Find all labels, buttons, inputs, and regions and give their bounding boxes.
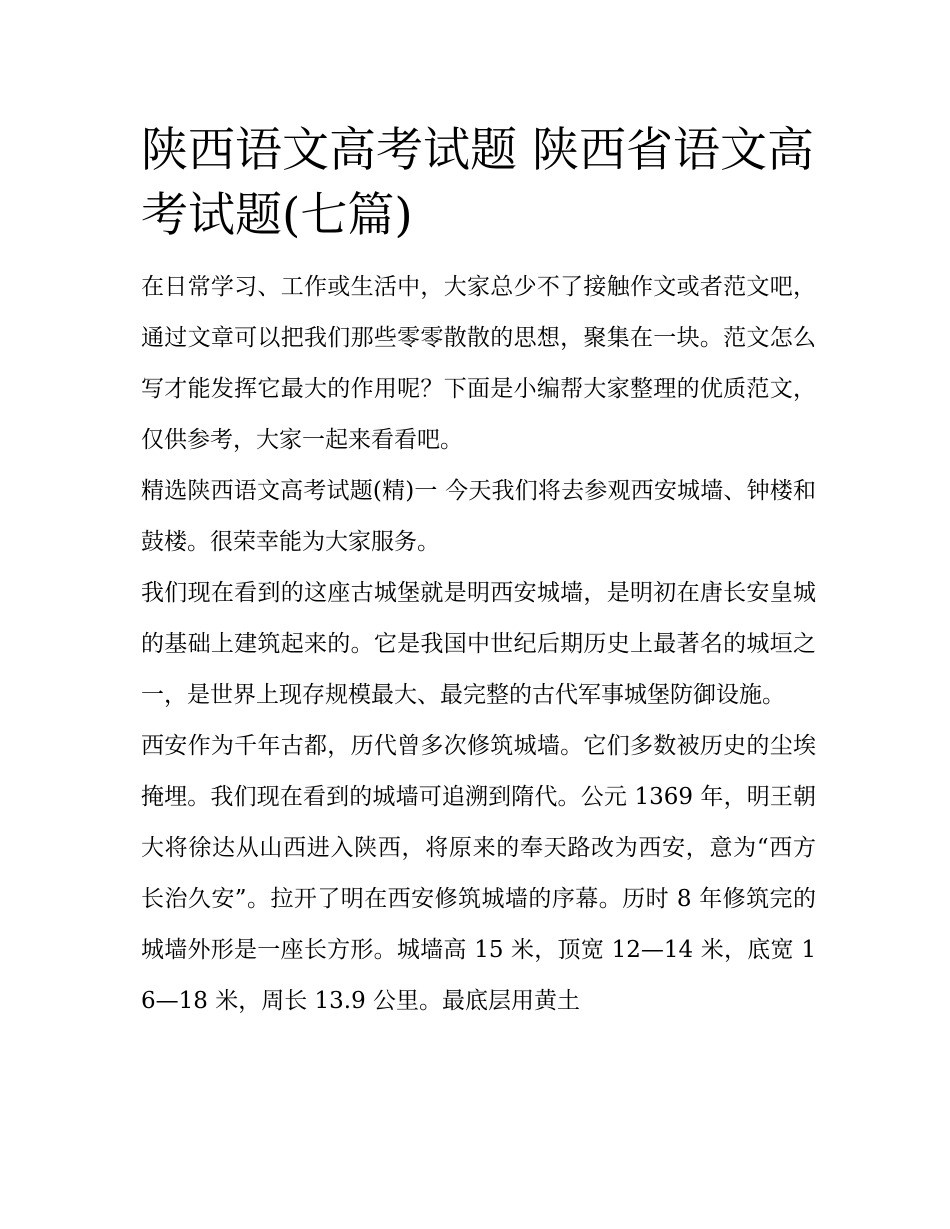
document-page <box>141 118 816 1027</box>
paragraph-city-wall: 我们现在看到的这座古城堡就是明西安城墙，是明初在唐长安皇城的基础上建筑起来的。它是我国中世纪后期历史上最著名的城垣之一，是世界上现存规模最大、最完整的古代军事城堡防御设施。 <box>141 580 816 708</box>
paragraph-history: 西安作为千年古都，历代曾多次修筑城墙。它们多数被历史的尘埃掩埋。我们现在看到的城墙可追溯到隋代。公元 1369 年，明王朝大将徐达从山西进入陕西，将原来的奉天路改为西安，意为“西方长治久安”。拉开了明在西安修筑城墙的序幕。历时 8 年修筑完的城墙外形是一座长方形。城墙高 15 米，顶宽 12—14 米，底宽 16—18 米，周长 13.9 公里。最底层用黄土 <box>141 733 816 1014</box>
document-title: 陕西语文高考试题 陕西省语文高考试题(七篇) <box>141 123 814 243</box>
paragraph-intro: 在日常学习、工作或生活中，大家总少不了接触作文或者范文吧，通过文章可以把我们那些零零散散的思想，聚集在一块。范文怎么写才能发挥它最大的作用呢？下面是小编帮大家整理的优质范文，仅供参考，大家一起来看看吧。 <box>141 274 816 453</box>
paragraph-selection-heading: 精选陕西语文高考试题(精)一 今天我们将去参观西安城墙、钟楼和鼓楼。很荣幸能为大家服务。 <box>141 478 816 555</box>
